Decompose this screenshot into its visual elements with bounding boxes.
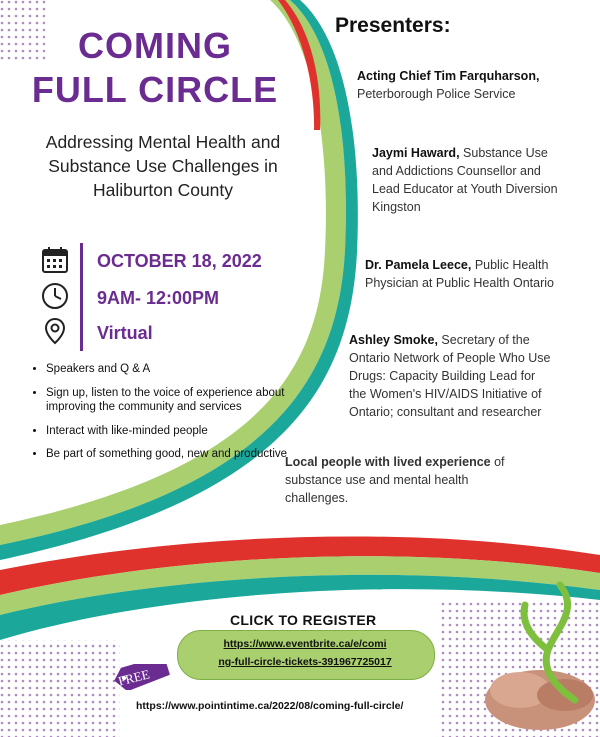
local-people-bold: Local people with lived experience [285, 455, 491, 469]
event-location: Virtual [97, 323, 153, 343]
event-date: OCTOBER 18, 2022 [97, 251, 262, 271]
feature-list [28, 362, 301, 471]
presenter-3 [365, 256, 597, 292]
clock-icon [40, 281, 70, 311]
site-link[interactable]: https://www.pointintime.ca/2022/08/coming-full-circle/ [136, 700, 404, 712]
local-people-text: challenges. [285, 491, 349, 505]
subtitle-line-2: Substance Use Challenges in [48, 156, 278, 176]
presenter-1 [357, 67, 597, 103]
presenter-name: Ashley Smoke, [349, 333, 438, 347]
register-link-line-2[interactable]: ng-full-circle-tickets-391967725017 [218, 656, 392, 668]
presenter-role: and Addictions Counsellor and [372, 164, 541, 178]
register-heading: CLICK TO REGISTER [230, 612, 377, 628]
title-line-1: COMING [78, 25, 232, 66]
info-divider [80, 243, 83, 351]
local-people-text: substance use and mental health [285, 473, 469, 487]
presenter-role: Substance Use [463, 146, 548, 160]
dot-pattern-bottom-left [0, 640, 120, 737]
subtitle-line-1: Addressing Mental Health and [45, 132, 281, 152]
free-label: FREE [116, 666, 152, 689]
list-item: • Be part of something good, new and productive [46, 447, 301, 462]
list-item: • Interact with like-minded people [46, 424, 301, 439]
presenter-name: Acting Chief Tim Farquharson, [357, 69, 540, 83]
location-pin-icon [40, 316, 70, 346]
event-time: 9AM- 12:00PM [97, 288, 220, 308]
presenter-role: Lead Educator at Youth Diversion [372, 182, 558, 196]
presenter-name: Dr. Pamela Leece, [365, 258, 472, 272]
subtitle-line-3: Haliburton County [92, 180, 234, 200]
presenter-role: the Women's HIV/AIDS Initiative of [349, 387, 542, 401]
presenter-role: Kingston [372, 200, 421, 214]
list-item: • Sign up, listen to the voice of experience about improving the community and services [46, 386, 301, 415]
presenter-4 [349, 331, 597, 421]
presenter-role: Drugs: Capacity Building Lead for [349, 369, 536, 383]
local-people-text: of [494, 455, 505, 469]
presenter-role: Ontario; consultant and researcher [349, 405, 542, 419]
presenters-heading: Presenters: [335, 14, 451, 37]
list-item: • Speakers and Q & A [46, 362, 301, 377]
presenter-name: Jaymi Haward, [372, 146, 460, 160]
presenter-role: Physician at Public Health Ontario [365, 276, 554, 290]
presenter-role: Public Health [474, 258, 549, 272]
presenter-role: Secretary of the [441, 333, 530, 347]
title-line-2: FULL CIRCLE [31, 69, 279, 110]
subtitle [18, 130, 308, 202]
register-link-line-1[interactable]: https://www.eventbrite.ca/e/comi [223, 638, 387, 650]
presenter-2 [372, 144, 597, 216]
presenter-role: Peterborough Police Service [357, 87, 516, 101]
dot-pattern-top-left [0, 0, 45, 60]
local-people-note [285, 453, 565, 507]
calendar-icon [40, 245, 70, 275]
presenter-role: Ontario Network of People Who Use [349, 351, 551, 365]
